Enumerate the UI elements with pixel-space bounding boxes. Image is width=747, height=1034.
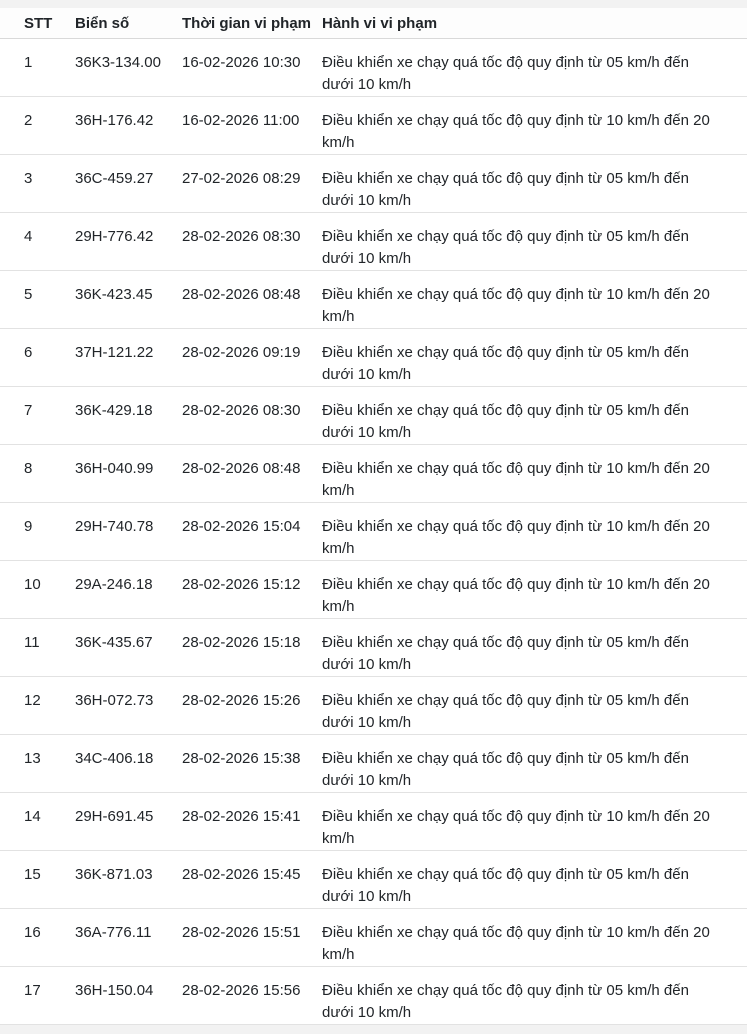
cell-time: 28-02-2026 08:30 — [182, 387, 322, 445]
cell-stt: 8 — [0, 445, 75, 503]
cell-time: 16-02-2026 11:00 — [182, 97, 322, 155]
cell-plate: 29H-691.45 — [75, 793, 182, 851]
cell-plate: 36H-176.42 — [75, 97, 182, 155]
table-row — [0, 271, 747, 329]
cell-behavior: Điều khiển xe chạy quá tốc độ quy định từ 05 km/h đến dưới 10 km/h — [322, 329, 747, 387]
cell-stt: 6 — [0, 329, 75, 387]
column-header-plate: Biển số — [75, 8, 182, 39]
table-row — [0, 445, 747, 503]
cell-plate: 36K-423.45 — [75, 271, 182, 329]
table-row — [0, 851, 747, 909]
cell-plate: 29H-776.42 — [75, 213, 182, 271]
cell-behavior: Điều khiển xe chạy quá tốc độ quy định từ 05 km/h đến dưới 10 km/h — [322, 967, 747, 1025]
cell-plate: 36K-435.67 — [75, 619, 182, 677]
cell-stt: 12 — [0, 677, 75, 735]
cell-stt: 9 — [0, 503, 75, 561]
cell-time: 16-02-2026 10:30 — [182, 39, 322, 97]
cell-plate: 36K-429.18 — [75, 387, 182, 445]
cell-plate: 36H-150.04 — [75, 967, 182, 1025]
table-row — [0, 677, 747, 735]
cell-time: 28-02-2026 08:48 — [182, 445, 322, 503]
cell-behavior: Điều khiển xe chạy quá tốc độ quy định từ 05 km/h đến dưới 10 km/h — [322, 387, 747, 445]
cell-plate: 29A-246.18 — [75, 561, 182, 619]
cell-behavior: Điều khiển xe chạy quá tốc độ quy định từ 05 km/h đến dưới 10 km/h — [322, 735, 747, 793]
cell-stt: 11 — [0, 619, 75, 677]
cell-stt: 2 — [0, 97, 75, 155]
table-row — [0, 329, 747, 387]
cell-behavior: Điều khiển xe chạy quá tốc độ quy định từ 10 km/h đến 20 km/h — [322, 793, 747, 851]
cell-stt: 7 — [0, 387, 75, 445]
cell-plate: 36H-040.99 — [75, 445, 182, 503]
cell-time: 28-02-2026 09:19 — [182, 329, 322, 387]
cell-stt: 3 — [0, 155, 75, 213]
cell-behavior: Điều khiển xe chạy quá tốc độ quy định từ 05 km/h đến dưới 10 km/h — [322, 213, 747, 271]
table-row — [0, 735, 747, 793]
cell-plate: 36K-871.03 — [75, 851, 182, 909]
cell-behavior: Điều khiển xe chạy quá tốc độ quy định từ 05 km/h đến dưới 10 km/h — [322, 39, 747, 97]
table-row — [0, 97, 747, 155]
cell-stt: 4 — [0, 213, 75, 271]
violations-table — [0, 8, 747, 1025]
cell-stt: 15 — [0, 851, 75, 909]
cell-plate: 36K3-134.00 — [75, 39, 182, 97]
cell-behavior: Điều khiển xe chạy quá tốc độ quy định từ 10 km/h đến 20 km/h — [322, 97, 747, 155]
cell-behavior: Điều khiển xe chạy quá tốc độ quy định từ 10 km/h đến 20 km/h — [322, 445, 747, 503]
cell-time: 28-02-2026 15:18 — [182, 619, 322, 677]
cell-stt: 17 — [0, 967, 75, 1025]
column-header-time: Thời gian vi phạm — [182, 8, 322, 39]
table-row — [0, 503, 747, 561]
cell-time: 28-02-2026 15:26 — [182, 677, 322, 735]
cell-behavior: Điều khiển xe chạy quá tốc độ quy định từ 05 km/h đến dưới 10 km/h — [322, 677, 747, 735]
table-row — [0, 155, 747, 213]
cell-stt: 5 — [0, 271, 75, 329]
column-header-behavior: Hành vi vi phạm — [322, 8, 747, 39]
column-header-stt: STT — [0, 8, 75, 39]
cell-time: 28-02-2026 08:48 — [182, 271, 322, 329]
cell-stt: 10 — [0, 561, 75, 619]
table-header-row — [0, 8, 747, 39]
cell-behavior: Điều khiển xe chạy quá tốc độ quy định từ 10 km/h đến 20 km/h — [322, 503, 747, 561]
table-body — [0, 39, 747, 1025]
cell-plate: 34C-406.18 — [75, 735, 182, 793]
cell-behavior: Điều khiển xe chạy quá tốc độ quy định từ 10 km/h đến 20 km/h — [322, 271, 747, 329]
table-row — [0, 967, 747, 1025]
cell-stt: 14 — [0, 793, 75, 851]
table-row — [0, 387, 747, 445]
cell-time: 28-02-2026 15:45 — [182, 851, 322, 909]
cell-plate: 36A-776.11 — [75, 909, 182, 967]
violations-table-card — [0, 8, 747, 1025]
cell-plate: 36C-459.27 — [75, 155, 182, 213]
cell-time: 28-02-2026 15:51 — [182, 909, 322, 967]
cell-time: 28-02-2026 15:56 — [182, 967, 322, 1025]
cell-time: 28-02-2026 08:30 — [182, 213, 322, 271]
table-header — [0, 8, 747, 39]
cell-behavior: Điều khiển xe chạy quá tốc độ quy định từ 10 km/h đến 20 km/h — [322, 909, 747, 967]
cell-behavior: Điều khiển xe chạy quá tốc độ quy định từ 05 km/h đến dưới 10 km/h — [322, 155, 747, 213]
cell-stt: 16 — [0, 909, 75, 967]
table-row — [0, 561, 747, 619]
cell-behavior: Điều khiển xe chạy quá tốc độ quy định từ 10 km/h đến 20 km/h — [322, 561, 747, 619]
table-row — [0, 909, 747, 967]
cell-time: 28-02-2026 15:12 — [182, 561, 322, 619]
cell-behavior: Điều khiển xe chạy quá tốc độ quy định từ 05 km/h đến dưới 10 km/h — [322, 851, 747, 909]
cell-stt: 1 — [0, 39, 75, 97]
cell-time: 28-02-2026 15:41 — [182, 793, 322, 851]
table-row — [0, 793, 747, 851]
cell-plate: 36H-072.73 — [75, 677, 182, 735]
cell-plate: 29H-740.78 — [75, 503, 182, 561]
table-row — [0, 39, 747, 97]
cell-stt: 13 — [0, 735, 75, 793]
cell-time: 28-02-2026 15:04 — [182, 503, 322, 561]
table-row — [0, 213, 747, 271]
cell-plate: 37H-121.22 — [75, 329, 182, 387]
cell-time: 28-02-2026 15:38 — [182, 735, 322, 793]
cell-time: 27-02-2026 08:29 — [182, 155, 322, 213]
cell-behavior: Điều khiển xe chạy quá tốc độ quy định từ 05 km/h đến dưới 10 km/h — [322, 619, 747, 677]
table-row — [0, 619, 747, 677]
